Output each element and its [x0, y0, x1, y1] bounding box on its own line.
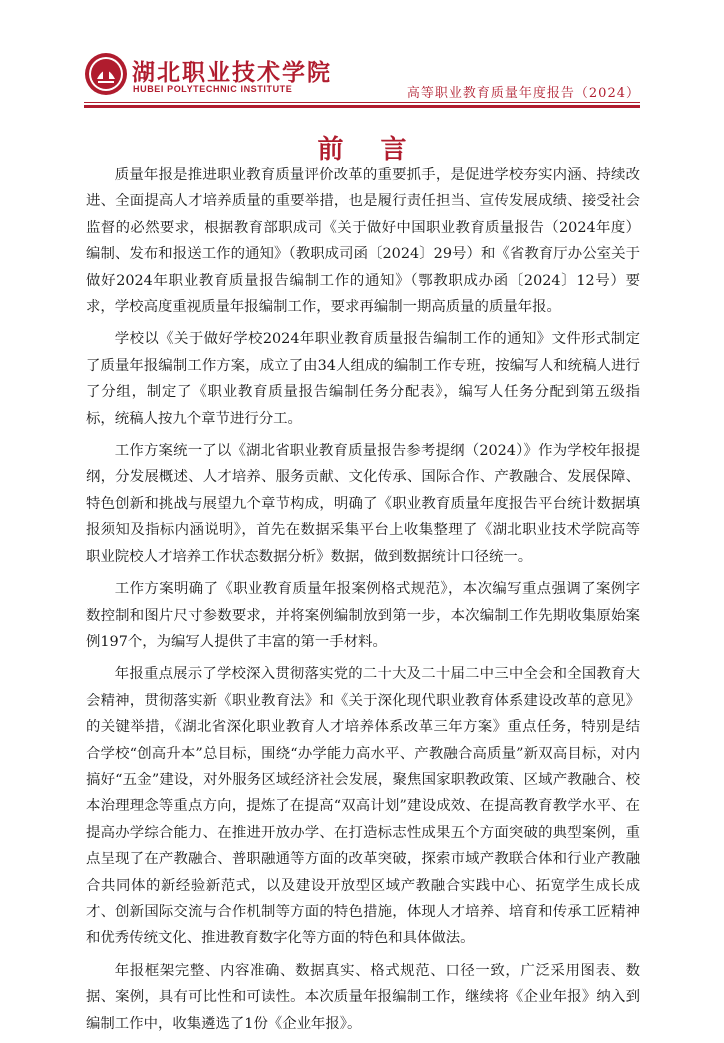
school-name-en: HUBEI POLYTECHNIC INSTITUTE — [133, 84, 293, 94]
school-name-cn: 湖北职业技术学院 — [132, 60, 332, 86]
paragraph: 年报重点展示了学校深入贯彻落实党的二十大及二十届二中三中全会和全国教育大会精神，贯彻落实新《职业教育法》和《关于深化现代职业教育体系建设改革的意见》的关键举措，《湖北省深化职业教育人才培养体系改革三年方案》重点任务，特别是结合学校“创高升本”总目标，围绕“办学能力高水平、产教融合高质量”新双高目标，对内搞好“五金”建设，对外服务区域经济社会发展，聚焦国家职教政策、区域产教融合、校本治理理念等重点方向，提炼了在提高“双高计划”建设成效、在提高教育教学水平、在提高办学综合能力、在推进开放办学、在打造标志性成果五个方面突破的典型案例，重点呈现了在产教融合、普职融通等方面的改革突破，探索市域产教联合体和行业产教融合共同体的新经验新范式，以及建设开放型区域产教融合实践中心、拓宽学生成长成才、创新国际交流与合作机制等方面的特色措施，体现人才培养、培育和传承工匠精神和优秀传统文化、推进教育数字化等方面的特色和具体做法。 — [86, 666, 640, 947]
paragraph: 工作方案统一了以《湖北省职业教育质量报告参考提纲（2024）》作为学校年报提纲，分发展概述、人才培养、服务贡献、文化传承、国际合作、产教融合、发展保障、特色创新和挑战与展望九个章节构成，明确了《职业教育质量年度报告平台统计数据填报须知及指标内涵说明》，首先在数据采集平台上收集整理了《湖北职业技术学院高等职业院校人才培养工作状态数据分析》数据，做到数据统计口径统一。 — [86, 443, 640, 565]
page-header — [0, 0, 724, 110]
body-text — [86, 162, 640, 1043]
report-title: 高等职业教育质量年度报告（2024） — [406, 86, 640, 101]
paragraph: 学校以《关于做好学校2024年职业教育质量报告编制工作的通知》文件形式制定了质量年报编制工作方案，成立了由34人组成的编制工作专班，按编写人和统稿人进行了分组，制定了《职业教育质量报告编制任务分配表》，编写人任务分配到第五级指标，统稿人按九个章节进行分工。 — [86, 331, 640, 427]
paragraph: 质量年报是推进职业教育质量评价改革的重要抓手，是促进学校夯实内涵、持续改进、全面提高人才培养质量的重要举措，也是履行责任担当、宣传发展成绩、接受社会监督的必然要求，根据教育部职成司《关于做好中国职业教育质量报告（2024年度）编制、发布和报送工作的通知》（教职成司函〔2024〕29号）和《省教育厅办公室关于做好2024年职业教育质量报告编制工作的通知》（鄂教职成办函〔2024〕12号）要求，学校高度重视质量年报编制工作，要求再编制一期高质量的质量年报。 — [86, 167, 640, 316]
page-title: 前 言 — [317, 135, 421, 166]
college-emblem-icon — [84, 52, 128, 96]
paragraph: 年报框架完整、内容准确、数据真实、格式规范、口径一致，广泛采用图表、数据、案例，具有可比性和可读性。本次质量年报编制工作，继续将《企业年报》纳入到编制工作中，收集遴选了1份《企业年报》。 — [86, 962, 640, 1032]
header-divider-thick — [84, 105, 640, 108]
header-divider-thin — [84, 102, 640, 103]
paragraph: 工作方案明确了《职业教育质量年报案例格式规范》，本次编写重点强调了案例字数控制和图片尺寸参数要求，并将案例编制放到第一步，本次编制工作先期收集原始案例197个，为编写人提供了丰富的第一手材料。 — [86, 581, 640, 650]
